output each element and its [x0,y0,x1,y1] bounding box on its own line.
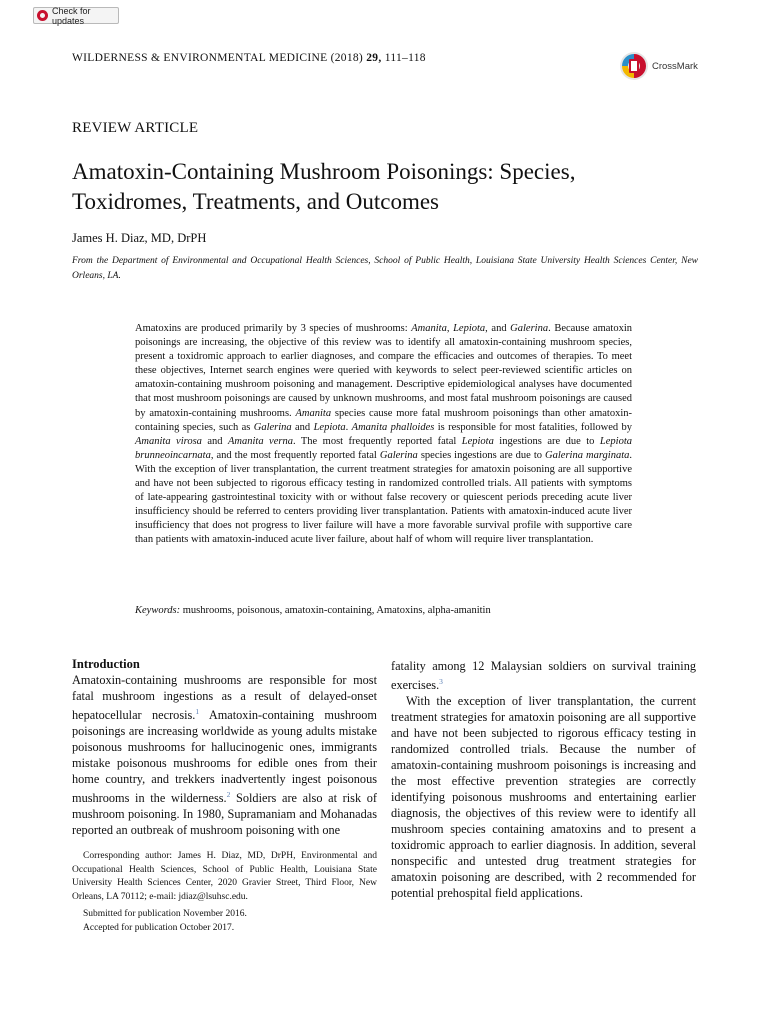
crossmark-icon [619,51,649,81]
accepted-date: Accepted for publication October 2017. [83,922,235,933]
crossmark-label: CrossMark [652,60,698,72]
intro-paragraph-2: With the exception of liver transplantation, the current treatment strategies for amatoxin poisoning are all supportive and have not been subjected to rigorous efficacy testing in randomized controlled trials. Because the number of amatoxin-containing mushroom poisonings is increasing and the most effective prevention strategies are correctly identifying poisonous mushrooms and entertaining earlier diagnosis, the objectives of this review were to identify all mushroom species containing amatoxins and to present a toxidromic approach to earlier diagnosis. In addition, several nonspecific and untested drug treatment strategies for amatoxin poisoning are described, with 2 recommended for potential prehospital field applications. [391,694,696,901]
corresponding-author: Corresponding author: James H. Diaz, MD, DrPH, Environmental and Occupational Health Sciences, School of Public Health, Louisiana State University Health Sciences Center, 2020 Gravier Street, Third Floor, New Orleans, LA 70112; e-mail: jdiaz@lsuhsc.edu. [72,851,377,902]
check-for-updates-label: Check for updates [52,5,91,26]
crossmark-badge[interactable] [619,51,698,81]
body-column-left [72,656,377,838]
keywords-list: mushrooms, poisonous, amatoxin-containing, Amatoxins, alpha-amanitin [180,605,491,616]
article-title [72,157,712,217]
keywords-label: Keywords: [135,605,181,616]
journal-pages: 111–118 [384,52,426,64]
corresponding-author-footnote [72,850,377,936]
journal-name: WILDERNESS & ENVIRONMENTAL MEDICINE (2018) [72,52,364,64]
section-heading-introduction: Introduction [72,657,140,671]
title-line-1: Amatoxin-Containing Mushroom Poisonings: Species, [72,159,576,184]
abstract: Amatoxins are produced primarily by 3 species of mushrooms: Amanita, Lepiota, and Galerina. Because amatoxin poisonings are increasing, the objective of this review was to identify all amatoxin-containing mushroom species, present a toxidromic approach to earlier diagnoses, and compare the efficacies and outcomes of therapies. To meet these objectives, Internet search engines were queried with keywords to select peer-reviewed scientific articles on amatoxin-containing mushroom poisoning and management. Descriptive epidemiological analyses have documented that most mushroom poisonings are caused by unknown mushrooms, and most fatal mushroom poisonings are caused by amatoxin-containing mushrooms. Amanita species cause more fatal mushroom poisonings than other amatoxin-containing species, such as Galerina and Lepiota. Amanita phalloides is responsible for most fatalities, followed by Amanita virosa and Amanita verna. The most frequently reported fatal Lepiota ingestions are due to Lepiota brunneoincarnata, and the most frequently reported fatal Galerina species ingestions are due to Galerina marginata. With the exception of liver transplantation, the current treatment strategies for amatoxin poisoning are all supportive and have not been subjected to rigorous efficacy testing in randomized controlled trials. All patients with symptoms of late-appearing gastrointestinal toxicity with or without false recovery or quiescent periods preceding acute liver insufficiency should be referred to centers providing liver transplantation. Patients with amatoxin-induced acute liver insufficiency that does not progress to liver failure will have a more favorable survival profile with supportive care than patients with amatoxin-induced acute liver failure, about half of whom will require liver transplantation. [135,323,633,546]
submitted-date: Submitted for publication November 2016. [83,909,247,920]
intro-paragraph-1-continued: fatality among 12 Malaysian soldiers on survival training exercises.$^3$ [391,659,696,693]
check-for-updates-badge[interactable] [33,7,119,24]
update-icon [37,10,48,21]
journal-volume: 29, [366,52,382,64]
body-column-right [391,658,696,901]
title-line-2: Toxidromes, Treatments, and Outcomes [72,189,439,214]
citation-link-3[interactable]: 3 [439,677,443,686]
keywords [135,605,632,616]
author-affiliation: From the Department of Environmental and Occupational Health Sciences, School of Public Health, Louisiana State University Health Sciences Center, New Orleans, LA. [72,256,698,281]
article-type-label: REVIEW ARTICLE [72,120,199,136]
citation-link-2[interactable]: 2 [226,790,231,800]
intro-paragraph-1: Amatoxin-containing mushrooms are responsible for most fatal mushroom ingestions as a result of delayed-onset hepatocellular necrosis.$^1$ Amatoxin-containing mushroom poisonings are increasing worldwide as young adults mistake poisonous mushrooms for hallucinogenic ones, immigrants mistake poisonous mushrooms for edible ones from their home country, and trekkers inadvertently ingest poisonous mushrooms in the wilderness.$^2$ Soldiers are also at risk of mushroom poisoning. In 1980, Supramaniam and Mohanadas reported an outbreak of mushroom poisoning with one [72,673,377,838]
journal-header [72,52,426,64]
citation-link-1[interactable]: 1 [195,707,200,716]
author-name: James H. Diaz, MD, DrPH [72,231,207,245]
